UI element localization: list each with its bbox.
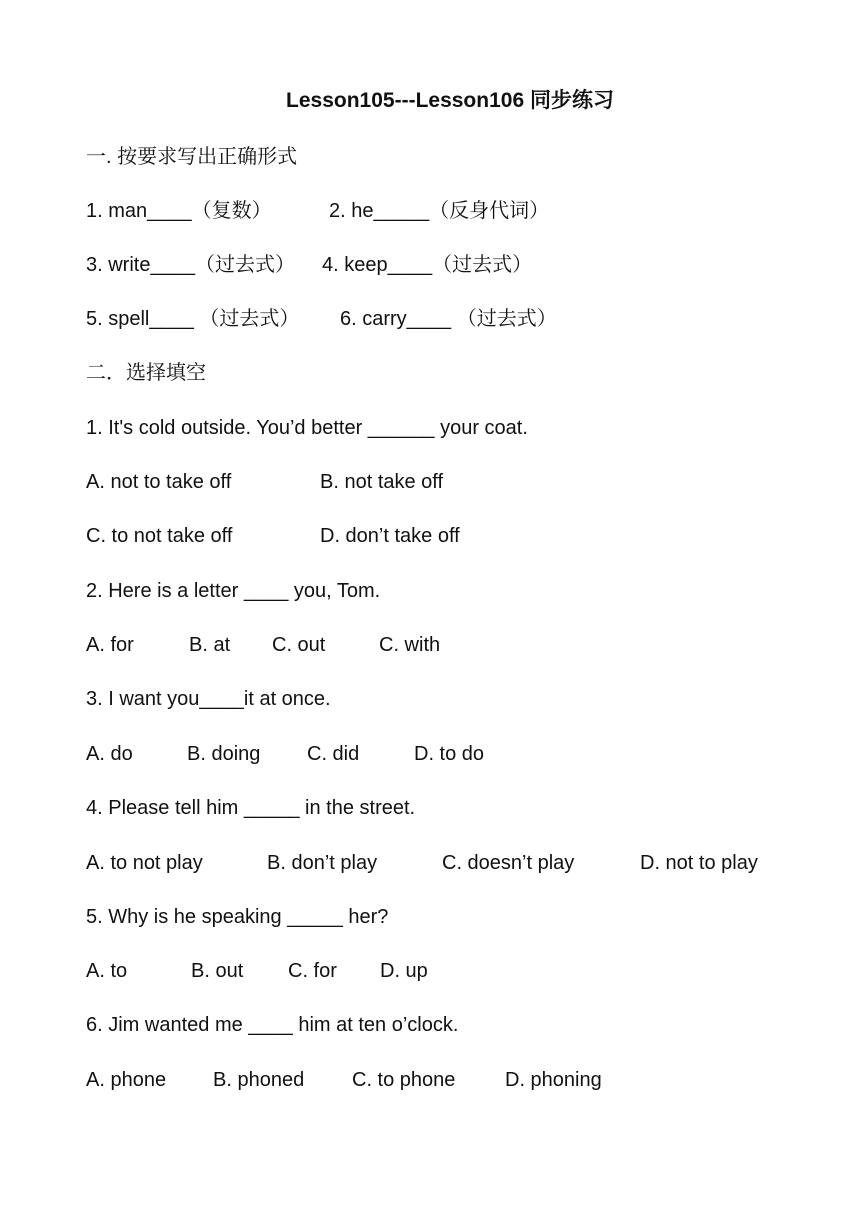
exercise-item-6: 6. carry____ （过去式） — [340, 308, 557, 330]
option: D. phoning — [505, 1069, 602, 1091]
option: D. not to play — [640, 852, 758, 874]
option: A. to not play — [86, 852, 203, 874]
option: B. not take off — [320, 471, 444, 493]
option: B. at — [189, 634, 231, 656]
option: D. to do — [414, 743, 485, 765]
option: C. out — [272, 634, 326, 656]
question-6: 6. Jim wanted me ____ him at ten o’clock. — [86, 1014, 459, 1036]
question-2: 2. Here is a letter ____ you, Tom. — [86, 580, 381, 602]
option: D. up — [380, 960, 428, 982]
option: A. not to take off — [86, 471, 232, 493]
question-4: 4. Please tell him _____ in the street. — [86, 797, 416, 819]
question-3: 3. I want you____it at once. — [86, 688, 331, 710]
exercise-item-1: 1. man____（复数） — [86, 200, 272, 222]
option: A. for — [86, 634, 134, 656]
option: C. to not take off — [86, 525, 233, 547]
option: C. doesn’t play — [442, 852, 575, 874]
question-1: 1. It's cold outside. You’d better ______ your coat. — [86, 417, 528, 439]
question-5: 5. Why is he speaking _____ her? — [86, 906, 389, 928]
option: C. did — [307, 743, 360, 765]
exercise-item-2: 2. he_____（反身代词） — [329, 200, 550, 222]
section-2-heading: 二．选择填空 — [86, 362, 206, 384]
option: C. for — [288, 960, 337, 982]
option: A. phone — [86, 1069, 167, 1091]
section-1-heading: 一. 按要求写出正确形式 — [86, 146, 298, 168]
exercise-item-4: 4. keep____（过去式） — [322, 254, 533, 276]
option: B. out — [191, 960, 244, 982]
option: A. do — [86, 743, 133, 765]
exercise-item-5: 5. spell____ （过去式） — [86, 308, 300, 330]
page-title: Lesson105---Lesson106 同步练习 — [286, 89, 614, 112]
option: B. phoned — [213, 1069, 305, 1091]
option: C. with — [379, 634, 441, 656]
option: B. don’t play — [267, 852, 378, 874]
option: A. to — [86, 960, 128, 982]
option: C. to phone — [352, 1069, 456, 1091]
option: D. don’t take off — [320, 525, 460, 547]
option: B. doing — [187, 743, 261, 765]
exercise-item-3: 3. write____（过去式） — [86, 254, 295, 276]
